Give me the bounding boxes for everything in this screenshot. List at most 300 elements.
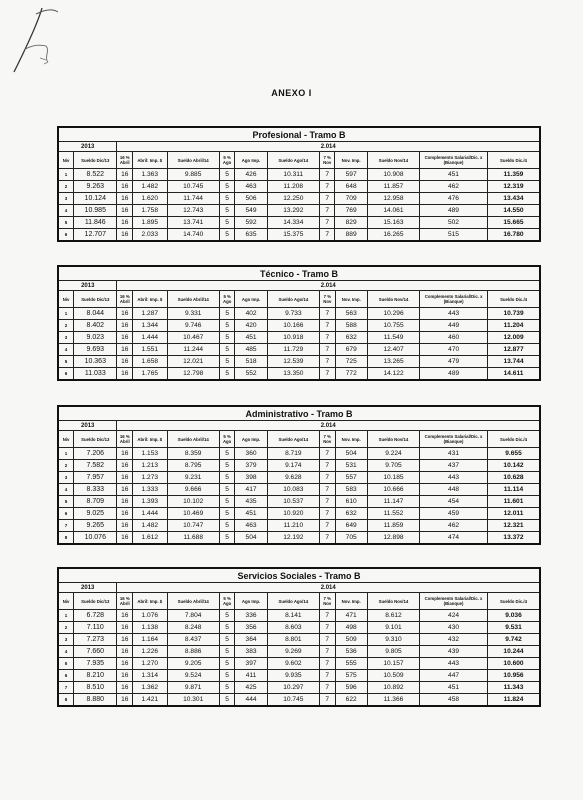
table-cell: 417 [235, 484, 267, 496]
table-cell: 463 [235, 520, 267, 532]
table-cell: 459 [420, 508, 488, 520]
table-cell: 16 [117, 520, 133, 532]
table-cell: 11.552 [367, 508, 419, 520]
table-cell: 9.935 [267, 670, 319, 682]
table-cell: 8.603 [267, 622, 319, 634]
table-cell: 449 [420, 320, 488, 332]
table-cell: 8.333 [74, 484, 117, 496]
table-cell: 7 [319, 472, 335, 484]
table-cell: 709 [335, 193, 367, 205]
table-cell: 14.550 [487, 205, 540, 217]
table-cell: 5 [219, 205, 235, 217]
table-cell: 437 [420, 460, 488, 472]
table-cell: 622 [335, 694, 367, 707]
table-cell: 5 [219, 344, 235, 356]
table-cell: 10.956 [487, 670, 540, 682]
table-cell: 439 [420, 646, 488, 658]
table-cell: 10.537 [267, 496, 319, 508]
column-header: Sueldo Nov/14 [367, 593, 419, 610]
table-cell: 7.660 [74, 646, 117, 658]
table-cell: 16 [117, 217, 133, 229]
year-2013-label: 2013 [58, 583, 117, 593]
salary-table-administrativo [57, 405, 541, 545]
table-cell: 1.270 [133, 658, 167, 670]
column-header: Nov. Imp. [335, 431, 367, 448]
table-cell: 14.740 [167, 229, 219, 242]
table-cell: 10.920 [267, 508, 319, 520]
table-cell: 8.210 [74, 670, 117, 682]
table-cell: 13.434 [487, 193, 540, 205]
table-cell: 8.795 [167, 460, 219, 472]
table-cell: 11.688 [167, 532, 219, 545]
table-cell: 10.166 [267, 320, 319, 332]
table-cell: 10.076 [74, 532, 117, 545]
table-cell: 772 [335, 368, 367, 381]
table-cell: 10.467 [167, 332, 219, 344]
table-cell: 485 [235, 344, 267, 356]
table-cell: 9.666 [167, 484, 219, 496]
table-title: Administrativo - Tramo B [58, 406, 540, 421]
table-cell: 7 [319, 205, 335, 217]
table-cell: 12.192 [267, 532, 319, 545]
table-cell: 10.985 [74, 205, 117, 217]
table-cell: 11.857 [367, 181, 419, 193]
table-cell: 11.859 [367, 520, 419, 532]
table-cell: 9.036 [487, 610, 540, 622]
table-cell: 356 [235, 622, 267, 634]
table-cell: 1.444 [133, 508, 167, 520]
column-header: 7 % Nov [319, 431, 335, 448]
column-header: 5 % Ago [219, 593, 235, 610]
table-cell: 509 [335, 634, 367, 646]
table-cell: 11.244 [167, 344, 219, 356]
year-2014-label: 2.014 [117, 421, 540, 431]
table-cell: 502 [420, 217, 488, 229]
table-cell: 5 [219, 472, 235, 484]
table-cell: 8.612 [367, 610, 419, 622]
table-cell: 1 [58, 308, 74, 320]
table-cell: 549 [235, 205, 267, 217]
table-cell: 563 [335, 308, 367, 320]
table-cell: 2 [58, 320, 74, 332]
table-cell: 420 [235, 320, 267, 332]
table-cell: 16 [117, 205, 133, 217]
table-row [58, 169, 540, 181]
table-cell: 11.601 [487, 496, 540, 508]
table-cell: 6 [58, 229, 74, 242]
table-cell: 460 [420, 332, 488, 344]
table-cell: 518 [235, 356, 267, 368]
column-header: Sueldo Ago/14 [267, 291, 319, 308]
table-cell: 769 [335, 205, 367, 217]
table-cell: 575 [335, 670, 367, 682]
table-cell: 443 [420, 658, 488, 670]
table-cell: 5 [219, 356, 235, 368]
table-cell: 8.880 [74, 694, 117, 707]
table-cell: 1.164 [133, 634, 167, 646]
table-cell: 12.250 [267, 193, 319, 205]
table-cell: 451 [235, 332, 267, 344]
table-cell: 7 [319, 634, 335, 646]
table-title: Profesional - Tramo B [58, 127, 540, 142]
table-cell: 16 [117, 193, 133, 205]
column-header: Abril: Imp. $ [133, 431, 167, 448]
table-cell: 16 [117, 658, 133, 670]
table-cell: 13.741 [167, 217, 219, 229]
column-header: Complemento Salarial/Dic. x (Bianque) [420, 291, 488, 308]
table-cell: 12.011 [487, 508, 540, 520]
table-cell: 8.886 [167, 646, 219, 658]
table-cell: 588 [335, 320, 367, 332]
table-cell: 16 [117, 682, 133, 694]
table-cell: 5 [219, 682, 235, 694]
table-cell: 470 [420, 344, 488, 356]
table-cell: 7 [319, 484, 335, 496]
year-2014-label: 2.014 [117, 583, 540, 593]
table-cell: 9.693 [74, 344, 117, 356]
table-cell: 7 [319, 229, 335, 242]
table-cell: 462 [420, 181, 488, 193]
table-cell: 16 [117, 610, 133, 622]
table-row [58, 472, 540, 484]
table-cell: 5 [58, 496, 74, 508]
table-cell: 5 [219, 368, 235, 381]
table-cell: 11.359 [487, 169, 540, 181]
table-cell: 536 [335, 646, 367, 658]
table-cell: 1.482 [133, 520, 167, 532]
table-cell: 9.746 [167, 320, 219, 332]
table-cell: 16 [117, 169, 133, 181]
table-cell: 1.363 [133, 169, 167, 181]
column-header: 16 % Abril [117, 152, 133, 169]
table-cell: 10.739 [488, 308, 540, 320]
column-header: 7 % Nov [320, 291, 336, 308]
table-cell: 4 [58, 205, 74, 217]
table-cell: 9.023 [74, 332, 117, 344]
table-row [58, 658, 540, 670]
table-cell: 1.758 [133, 205, 167, 217]
table-cell: 610 [335, 496, 367, 508]
table-cell: 8 [58, 532, 74, 545]
table-cell: 9.205 [167, 658, 219, 670]
table-cell: 5 [219, 520, 235, 532]
table-cell: 7 [319, 520, 335, 532]
table-cell: 397 [235, 658, 267, 670]
table-cell: 16 [117, 332, 133, 344]
table-cell: 555 [335, 658, 367, 670]
table-cell: 9.705 [367, 460, 419, 472]
table-cell: 9.742 [487, 634, 540, 646]
table-cell: 426 [235, 169, 267, 181]
table-cell: 1.344 [133, 320, 168, 332]
table-cell: 15.665 [487, 217, 540, 229]
column-header: 7 % Nov [319, 593, 335, 610]
table-row [58, 622, 540, 634]
table-cell: 9.265 [74, 520, 117, 532]
table-cell: 9.269 [267, 646, 319, 658]
table-row [58, 460, 540, 472]
table-cell: 7.110 [74, 622, 117, 634]
table-cell: 398 [235, 472, 267, 484]
column-header: Complemento Salarial/Dic. x (Bianque) [420, 431, 488, 448]
table-cell: 11.366 [367, 694, 419, 707]
table-cell: 7 [319, 448, 335, 460]
table-cell: 552 [235, 368, 267, 381]
table-cell: 9.310 [367, 634, 419, 646]
table-cell: 5 [219, 484, 235, 496]
table-cell: 7.582 [74, 460, 117, 472]
table-cell: 1.213 [133, 460, 167, 472]
column-header: Sueldo Dic/13 [74, 593, 117, 610]
table-row [58, 368, 540, 381]
table-cell: 16 [117, 368, 133, 381]
table-cell: 13.292 [267, 205, 319, 217]
table-cell: 10.185 [367, 472, 419, 484]
table-cell: 1.421 [133, 694, 167, 707]
table-cell: 16 [117, 356, 133, 368]
year-2013-label: 2013 [58, 142, 117, 152]
table-cell: 16 [117, 496, 133, 508]
table-cell: 1.658 [133, 356, 168, 368]
table-cell: 451 [235, 508, 267, 520]
column-header: Sueldo Nov/14 [367, 431, 419, 448]
table-row [58, 694, 540, 707]
table-cell: 506 [235, 193, 267, 205]
column-header: Sueldo Dic./4 [487, 152, 540, 169]
table-cell: 8.719 [267, 448, 319, 460]
table-cell: 1.138 [133, 622, 167, 634]
table-cell: 7 [320, 356, 336, 368]
table-cell: 504 [335, 448, 367, 460]
table-cell: 16 [117, 634, 133, 646]
table-cell: 430 [420, 622, 488, 634]
table-cell: 5 [219, 169, 235, 181]
table-cell: 1.333 [133, 484, 167, 496]
table-cell: 16 [117, 670, 133, 682]
table-cell: 9.025 [74, 508, 117, 520]
table-cell: 444 [235, 694, 267, 707]
table-cell: 9.885 [167, 169, 219, 181]
table-cell: 10.297 [267, 682, 319, 694]
table-row [58, 646, 540, 658]
table-cell: 1.226 [133, 646, 167, 658]
table-cell: 451 [420, 682, 488, 694]
table-cell: 16 [117, 448, 133, 460]
table-cell: 4 [58, 484, 74, 496]
column-header: Niv [58, 291, 74, 308]
table-row [58, 508, 540, 520]
table-row [58, 229, 540, 242]
table-cell: 5 [219, 448, 235, 460]
table-cell: 5 [219, 217, 235, 229]
table-cell: 16.265 [367, 229, 419, 242]
column-header: Sueldo Dic/13 [74, 431, 117, 448]
column-header: Complemento Salarial/Dic. x (Bianque) [420, 152, 488, 169]
table-cell: 7.273 [74, 634, 117, 646]
table-cell: 7 [319, 181, 335, 193]
table-cell: 1 [58, 610, 74, 622]
table-cell: 1.482 [133, 181, 167, 193]
table-cell: 3 [58, 634, 74, 646]
table-cell: 1.362 [133, 682, 167, 694]
table-cell: 10.363 [74, 356, 117, 368]
table-cell: 15.375 [267, 229, 319, 242]
column-header: Abril: Imp. $ [133, 593, 167, 610]
table-cell: 515 [420, 229, 488, 242]
column-header: Nov. Imp. [335, 291, 367, 308]
table-cell: 5 [219, 181, 235, 193]
table-cell: 583 [335, 484, 367, 496]
table-cell: 10.296 [367, 308, 419, 320]
table-cell: 504 [235, 532, 267, 545]
table-cell: 829 [335, 217, 367, 229]
table-cell: 10.628 [487, 472, 540, 484]
table-cell: 9.224 [367, 448, 419, 460]
table-cell: 2.033 [133, 229, 167, 242]
table-cell: 10.892 [367, 682, 419, 694]
table-cell: 476 [420, 193, 488, 205]
table-cell: 5 [219, 694, 235, 707]
table-cell: 679 [335, 344, 367, 356]
table-cell: 7.804 [167, 610, 219, 622]
table-cell: 379 [235, 460, 267, 472]
table-cell: 7 [319, 460, 335, 472]
table-cell: 16 [117, 484, 133, 496]
table-row [58, 320, 540, 332]
table-row [58, 682, 540, 694]
table-cell: 9.628 [267, 472, 319, 484]
column-header: 16 % Abril [117, 291, 133, 308]
column-header: Ago Imp. [235, 291, 267, 308]
table-cell: 13.265 [367, 356, 419, 368]
table-cell: 9.524 [167, 670, 219, 682]
table-row [58, 484, 540, 496]
table-row [58, 610, 540, 622]
table-cell: 7 [58, 520, 74, 532]
table-cell: 463 [235, 181, 267, 193]
year-2013-label: 2013 [58, 281, 117, 291]
column-header: Ago Imp. [235, 152, 267, 169]
table-cell: 12.539 [267, 356, 319, 368]
table-cell: 12.898 [367, 532, 419, 545]
table-cell: 489 [420, 368, 488, 381]
table-cell: 12.009 [488, 332, 540, 344]
table-cell: 16 [117, 694, 133, 707]
table-cell: 448 [420, 484, 488, 496]
table-cell: 1 [58, 448, 74, 460]
column-header: Niv [58, 593, 74, 610]
table-row [58, 670, 540, 682]
table-cell: 10.747 [167, 520, 219, 532]
table-cell: 1.153 [133, 448, 167, 460]
table-cell: 9.263 [74, 181, 117, 193]
table-cell: 16 [117, 508, 133, 520]
table-cell: 7 [320, 320, 336, 332]
table-cell: 443 [420, 472, 488, 484]
table-cell: 632 [335, 508, 367, 520]
column-header: Sueldo Dic./4 [487, 431, 540, 448]
column-header: Nov. Imp. [335, 152, 367, 169]
table-cell: 12.743 [167, 205, 219, 217]
table-cell: 8.359 [167, 448, 219, 460]
table-cell: 12.707 [74, 229, 117, 242]
table-cell: 9.531 [487, 622, 540, 634]
column-header: Sueldo Dic./4 [488, 291, 540, 308]
table-cell: 3 [58, 472, 74, 484]
table-cell: 10.102 [167, 496, 219, 508]
table-row [58, 496, 540, 508]
table-cell: 5 [219, 193, 235, 205]
column-header: Abril: Imp. $ [133, 152, 167, 169]
table-cell: 8.141 [267, 610, 319, 622]
table-cell: 7 [319, 646, 335, 658]
table-cell: 6.728 [74, 610, 117, 622]
table-title: Técnico - Tramo B [58, 266, 540, 281]
table-cell: 9.871 [167, 682, 219, 694]
table-cell: 9.331 [167, 308, 219, 320]
table-cell: 7.957 [74, 472, 117, 484]
column-header: 16 % Abril [117, 593, 133, 610]
table-cell: 10.083 [267, 484, 319, 496]
table-cell: 1.551 [133, 344, 168, 356]
table-cell: 383 [235, 646, 267, 658]
table-cell: 10.600 [487, 658, 540, 670]
table-cell: 7 [319, 532, 335, 545]
table-cell: 5 [219, 508, 235, 520]
table-row [58, 308, 540, 320]
column-header: 16 % Abril [117, 431, 133, 448]
table-cell: 531 [335, 460, 367, 472]
table-cell: 8.402 [74, 320, 117, 332]
column-header: Niv [58, 152, 74, 169]
table-cell: 7 [320, 308, 336, 320]
table-cell: 635 [235, 229, 267, 242]
table-cell: 11.846 [74, 217, 117, 229]
table-cell: 12.407 [367, 344, 419, 356]
salary-table-servicios-sociales [57, 567, 541, 707]
table-cell: 443 [420, 308, 488, 320]
table-cell: 5 [219, 634, 235, 646]
table-row [58, 448, 540, 460]
table-cell: 7.935 [74, 658, 117, 670]
table-cell: 7 [320, 368, 336, 381]
table-cell: 16 [117, 181, 133, 193]
table-cell: 1.393 [133, 496, 167, 508]
table-cell: 6 [58, 670, 74, 682]
column-header: Ago Imp. [235, 431, 267, 448]
table-cell: 1.314 [133, 670, 167, 682]
table-cell: 5 [219, 532, 235, 545]
handwritten-scribble [0, 0, 90, 80]
table-cell: 8.801 [267, 634, 319, 646]
table-cell: 5 [219, 308, 235, 320]
column-header: Sueldo Nov/14 [367, 152, 419, 169]
column-header: Sueldo Ago/14 [267, 152, 319, 169]
table-cell: 5 [219, 229, 235, 242]
table-cell: 16 [117, 460, 133, 472]
table-cell: 7 [319, 658, 335, 670]
table-cell: 7 [319, 610, 335, 622]
table-cell: 889 [335, 229, 367, 242]
table-cell: 16 [117, 320, 133, 332]
column-header: Sueldo Ago/14 [267, 431, 319, 448]
table-row [58, 181, 540, 193]
table-cell: 12.798 [167, 368, 219, 381]
table-cell: 360 [235, 448, 267, 460]
table-cell: 11.114 [487, 484, 540, 496]
table-cell: 596 [335, 682, 367, 694]
column-header: Ago Imp. [235, 593, 267, 610]
